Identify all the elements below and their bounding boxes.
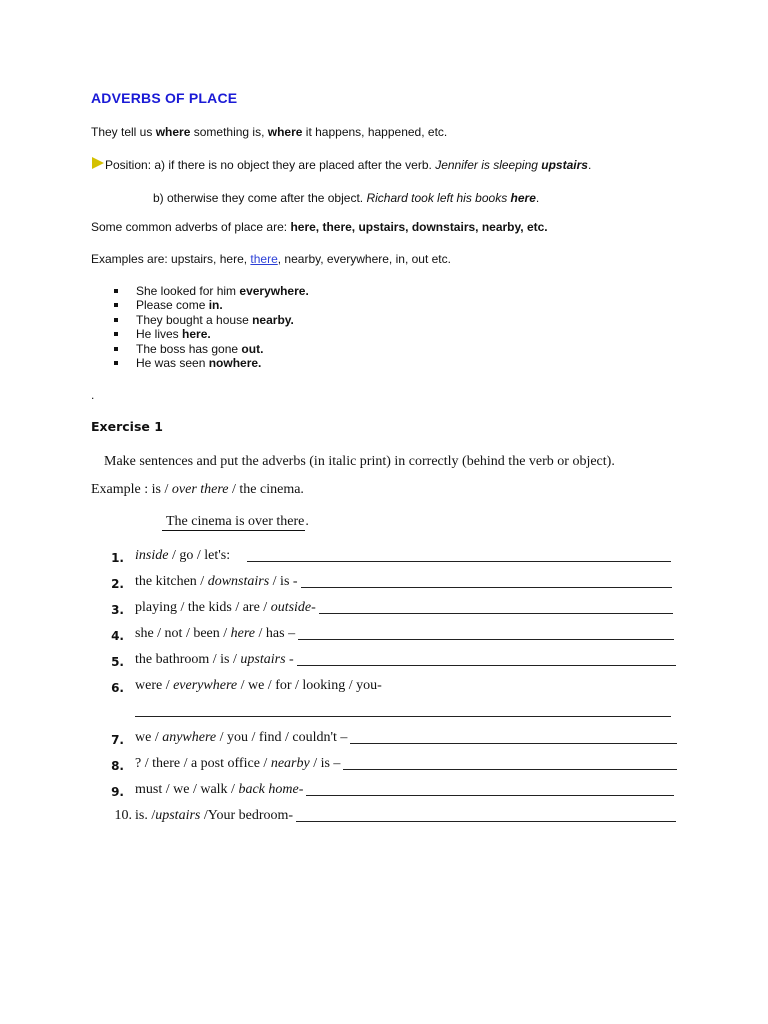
adverb-italic: downstairs: [207, 574, 270, 589]
item-number: 4.: [111, 629, 124, 643]
prompt-text: the kitchen /: [135, 574, 208, 589]
answer-blank[interactable]: [297, 665, 676, 666]
answer-blank[interactable]: [135, 716, 671, 717]
prompt-text: -: [285, 652, 294, 667]
exercise-prompt: [135, 572, 298, 592]
prompt-text: / we / for / looking / you-: [237, 678, 382, 693]
prompt-text: were /: [135, 678, 174, 693]
sentence-text: He was seen: [136, 355, 209, 370]
exercise-prompt: [135, 598, 316, 618]
sentence-text: The boss has gone: [136, 341, 242, 356]
prompt-text: -: [311, 600, 316, 615]
sentence-text: He lives: [136, 327, 183, 342]
examples-text: , nearby, everywhere, in, out etc.: [277, 252, 451, 266]
item-number: 3.: [111, 603, 124, 617]
prompt-text: the bathroom / is /: [135, 652, 241, 667]
adverb-italic: upstairs: [240, 652, 286, 667]
prompt-text: she / not / been /: [135, 626, 231, 641]
example-rest: / the cinema.: [228, 482, 304, 497]
exercise-prompt: [135, 728, 347, 748]
square-bullet-icon: [114, 347, 118, 351]
adverb-italic: anywhere: [162, 730, 217, 745]
example-adverb: over there: [171, 482, 229, 497]
list-item: [110, 327, 309, 341]
adverb-italic: upstairs: [155, 808, 201, 823]
exercise-prompt: [135, 650, 294, 670]
intro-text: They tell us: [91, 125, 156, 139]
sentence-adverb: in.: [208, 298, 223, 313]
there-link[interactable]: there: [250, 252, 278, 266]
prompt-text: / go / let's:: [168, 548, 231, 563]
item-number: 10.: [114, 808, 132, 823]
example-sentence-list: [110, 284, 309, 370]
intro-text: it happens, happened, etc.: [302, 125, 448, 139]
square-bullet-icon: [114, 303, 118, 307]
answer-blank[interactable]: [350, 743, 677, 744]
exercise-prompt: [135, 546, 230, 566]
common-adverbs-line: [91, 220, 548, 234]
list-item: [110, 298, 309, 312]
answer-blank[interactable]: [319, 613, 673, 614]
example-line: [91, 482, 304, 498]
examples-text: Examples are: upstairs, here,: [91, 252, 251, 266]
item-number: 6.: [111, 681, 124, 695]
sentence-adverb: out.: [241, 341, 264, 356]
period: .: [587, 158, 592, 172]
exercise-prompt: [135, 676, 382, 696]
sentence-text: They bought a house: [136, 312, 253, 327]
prompt-text: / is -: [269, 574, 298, 589]
adverb-italic: here: [230, 626, 256, 641]
adverb-italic: everywhere: [173, 678, 238, 693]
list-item: [110, 284, 309, 298]
adverb-italic: back home: [238, 782, 299, 797]
position-b-example: Richard took left his books: [366, 191, 511, 205]
position-a-bold: upstairs: [541, 158, 588, 172]
prompt-text: is. /: [135, 808, 156, 823]
stray-dot: .: [91, 388, 95, 402]
example-label: Example : is /: [91, 482, 172, 497]
prompt-text: / is –: [309, 756, 341, 771]
square-bullet-icon: [114, 361, 118, 365]
period: .: [535, 191, 540, 205]
list-item: [110, 356, 309, 370]
square-bullet-icon: [114, 289, 118, 293]
exercise-prompt: [135, 780, 303, 800]
common-text: Some common adverbs of place are:: [91, 220, 291, 234]
intro-line: [91, 125, 447, 139]
prompt-text: playing / the kids / are /: [135, 600, 271, 615]
answer-blank[interactable]: [343, 769, 677, 770]
exercise-prompt: [135, 754, 340, 774]
intro-bold: where: [267, 125, 303, 139]
item-number: 2.: [111, 577, 124, 591]
answer-blank[interactable]: [247, 561, 671, 562]
intro-bold: where: [155, 125, 191, 139]
examples-line: [91, 252, 451, 266]
adverb-italic: inside: [135, 548, 169, 563]
position-b-line: [153, 191, 539, 205]
sentence-adverb: nearby.: [252, 312, 294, 327]
prompt-text: / has –: [255, 626, 296, 641]
position-b-bold: here: [510, 191, 536, 205]
exercise-prompt: [135, 806, 293, 826]
period: .: [305, 514, 309, 529]
item-number: 5.: [111, 655, 124, 669]
arrow-bullet-icon: [92, 157, 104, 169]
item-number: 1.: [111, 551, 124, 565]
adverb-italic: outside: [270, 600, 312, 615]
prompt-text: /Your bedroom-: [200, 808, 294, 823]
sentence-adverb: here.: [182, 327, 211, 342]
prompt-text: must / we / walk /: [135, 782, 239, 797]
item-number: 7.: [111, 733, 124, 747]
square-bullet-icon: [114, 332, 118, 336]
sentence-text: Please come: [136, 298, 209, 313]
intro-text: something is,: [190, 125, 268, 139]
position-a-text: Position: a) if there is no object they are placed after the verb.: [105, 158, 436, 172]
list-item: [110, 313, 309, 327]
answer-blank[interactable]: [306, 795, 674, 796]
page-title: ADVERBS OF PLACE: [91, 90, 238, 106]
exercise-prompt: [135, 624, 295, 644]
sentence-adverb: nowhere.: [208, 355, 262, 370]
example-answer-line: [162, 514, 309, 530]
prompt-text: -: [298, 782, 304, 797]
sentence-adverb: everywhere.: [239, 284, 309, 298]
item-number: 9.: [111, 785, 124, 799]
prompt-text: we /: [135, 730, 163, 745]
example-answer: The cinema is over there: [162, 514, 305, 531]
exercise-instruction: Make sentences and put the adverbs (in italic print) in correctly (behind the verb or object).: [104, 454, 615, 469]
adverb-italic: nearby: [270, 756, 310, 771]
item-number: 8.: [111, 759, 124, 773]
common-bold: here, there, upstairs, downstairs, nearby, etc.: [290, 220, 548, 234]
position-a-line: [105, 158, 591, 172]
position-a-example: Jennifer is sleeping: [435, 158, 542, 172]
exercise-title: Exercise 1: [91, 419, 163, 434]
sentence-text: She looked for him: [136, 284, 240, 298]
square-bullet-icon: [114, 318, 118, 322]
answer-blank[interactable]: [298, 639, 674, 640]
answer-blank[interactable]: [296, 821, 676, 822]
answer-blank[interactable]: [301, 587, 672, 588]
position-b-text: b) otherwise they come after the object.: [153, 191, 367, 205]
prompt-text: / you / find / couldn't –: [216, 730, 348, 745]
list-item: [110, 342, 309, 356]
prompt-text: ? / there / a post office /: [135, 756, 271, 771]
